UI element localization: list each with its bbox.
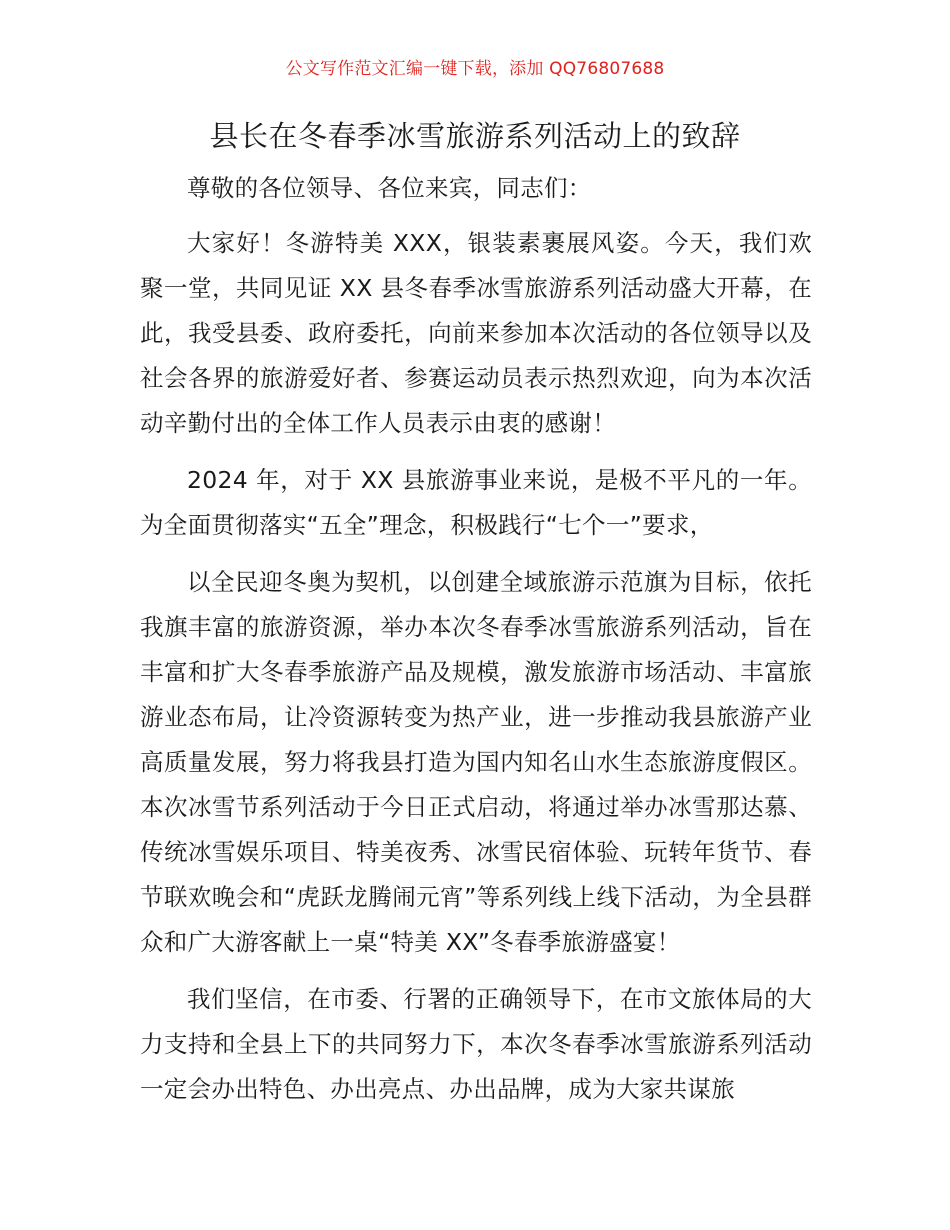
paragraph-greeting: 大家好！冬游特美 XXX，银装素裹展风姿。今天，我们欢聚一堂，共同见证 XX 县冬春季冰雪旅游系列活动盛大开幕，在此，我受县委、政府委托，向前来参加本次活动的各位领导以及社会各界的旅游爱好者、参赛运动员表示热烈欢迎，向为本次活动辛勤付出的全体工作人员表示由衷的感谢！: [140, 229, 812, 437]
document-body: [140, 166, 812, 1124]
document-title: 县长在冬春季冰雪旅游系列活动上的致辞: [209, 119, 741, 153]
paragraph-year-overview: 2024 年，对于 XX 县旅游事业来说，是极不平凡的一年。为全面贯彻落实“五全”理念，积极践行“七个一”要求，: [140, 466, 812, 539]
paragraph-confidence: 我们坚信，在市委、行署的正确领导下，在市文旅体局的大力支持和全县上下的共同努力下，本次冬春季冰雪旅游系列活动一定会办出特色、办出亮点、办出品牌，成为大家共谋旅: [140, 985, 812, 1103]
paragraph-activity-goals: 以全民迎冬奥为契机，以创建全域旅游示范旗为目标，依托我旗丰富的旅游资源，举办本次冬春季冰雪旅游系列活动，旨在丰富和扩大冬春季旅游产品及规模，激发旅游市场活动、丰富旅游业态布局，让冷资源转变为热产业，进一步推动我县旅游产业高质量发展，努力将我县打造为国内知名山水生态旅游度假区。本次冰雪节系列活动于今日正式启动，将通过举办冰雪那达慕、传统冰雪娱乐项目、特美夜秀、冰雪民宿体验、玩转年货节、春节联欢晚会和“虎跃龙腾闹元宵”等系列线上线下活动，为全县群众和广大游客献上一桌“特美 XX”冬春季旅游盛宴！: [140, 568, 812, 956]
salutation: 尊敬的各位领导、各位来宾，同志们：: [187, 174, 592, 202]
download-watermark: 公文写作范文汇编一键下载，添加 QQ76807688: [285, 59, 665, 79]
